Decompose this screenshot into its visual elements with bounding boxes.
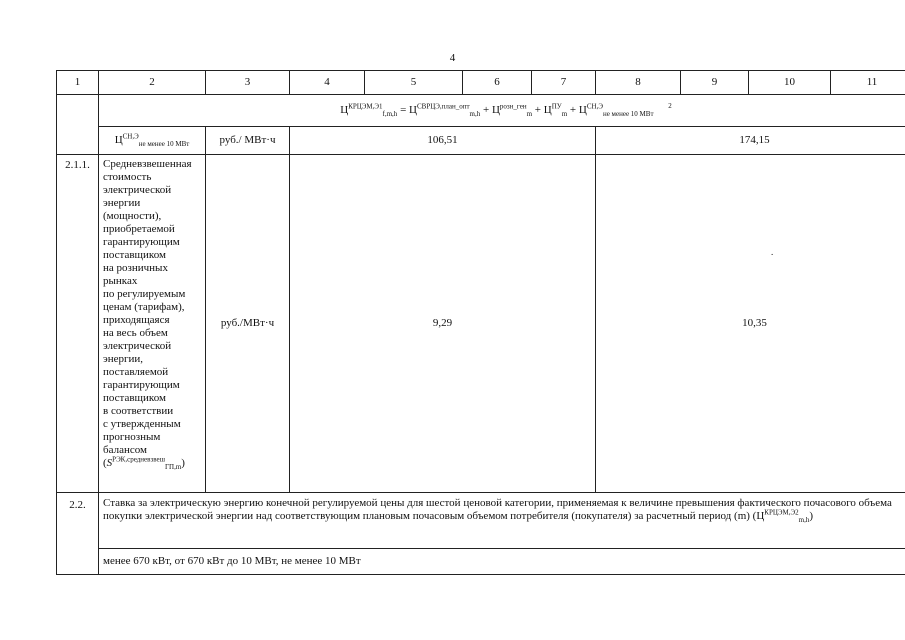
formula-lhs-symbol: Ц [340, 104, 349, 116]
row-2-2-number: 2.2. [57, 493, 99, 575]
formula-term3-symbol: Ц [543, 104, 552, 116]
row-2-2 [57, 493, 905, 549]
formula-plus: + [534, 104, 541, 116]
formula-lhs-sup: КРЦЭМ,Э1 [348, 102, 383, 111]
symbol-base: S [106, 457, 113, 469]
page-number: 4 [449, 52, 456, 64]
col-number-7: 7 [532, 71, 596, 95]
col-number-6: 6 [463, 71, 532, 95]
formula-term4-sup: СН,Э [586, 102, 603, 111]
col-number-5: 5 [365, 71, 463, 95]
col-number-10: 10 [749, 71, 831, 95]
formula-footnote-mark: 2 [668, 102, 672, 111]
formula-term4-sub: не менее 10 МВт [602, 110, 654, 119]
sn-value-second: 174,15 [596, 127, 905, 155]
symbol-sup: РЭК,средневзвеш [112, 455, 165, 464]
row-2-1-1-unit: руб./МВт·ч [206, 155, 290, 493]
row-2-2-text: Ставка за электрическую энергию конечной регулируемой цены для шестой ценовой категории, применяемая к величине превышения фактического почасового объема покупки электрической энергии над соответствующим плановым почасовым объемом потребителя (покупателя) за расчетный период (m) ( [103, 497, 892, 522]
formula-term4-symbol: Ц [578, 104, 587, 116]
col-number-1: 1 [57, 71, 99, 95]
row-2-2-subheader [57, 549, 905, 575]
col-number-8: 8 [596, 71, 681, 95]
col-number-3: 3 [206, 71, 290, 95]
row-2-1-1-number: 2.1.1. [57, 155, 99, 493]
row-2-1-1-value-first: 9,29 [290, 155, 596, 493]
row-2-2-symbol-base: Ц [756, 510, 765, 522]
sn-symbol [99, 127, 206, 155]
formula-lhs-sub: f,m,h [382, 110, 398, 119]
row-2-1-1-description-text: Средневзвешенная стоимость электрической энергии (мощности), приобретаемой гарантирующим поставщиком на розничных рынках по регулируемым ценам (тарифам), приходящаяся на весь объем электрической энергии, поставляемой гарантирующим поставщиком в соответствии с утвержденным прогнозным балансом [103, 158, 192, 456]
tariff-table [56, 70, 905, 575]
sn-component-row [57, 127, 905, 155]
formula-term2-symbol: Ц [491, 104, 500, 116]
col-number-9: 9 [681, 71, 749, 95]
formula-term2-sub: m [526, 110, 533, 119]
col-number-4: 4 [290, 71, 365, 95]
sn-symbol-sup: СН,Э [122, 132, 139, 141]
formula-plus: + [483, 104, 490, 116]
sn-value-first: 106,51 [290, 127, 596, 155]
row-2-2-subheader-text: менее 670 кВт, от 670 кВт до 10 МВт, не менее 10 МВт [99, 549, 905, 575]
symbol-sub: ГП,m [164, 463, 182, 472]
formula-row [57, 95, 905, 127]
column-number-row [57, 71, 905, 95]
stray-mark: . [771, 247, 774, 257]
col-number-2: 2 [99, 71, 206, 95]
sn-symbol-base: Ц [114, 134, 123, 146]
formula-plus: + [569, 104, 577, 116]
row-2-1-1-description [99, 155, 206, 493]
row-2-1-1-symbol [103, 455, 185, 472]
row-2-2-symbol-sup: КРЦЭМ,Э2 [764, 508, 799, 517]
formula-term3-sub: m [561, 110, 568, 119]
formula-term1-symbol: Ц [409, 104, 417, 116]
row-2-2-symbol-sub: m,h [798, 516, 810, 525]
formula-term1-sup: СВРЦЭ,план_опт [416, 102, 470, 111]
sn-unit: руб./ МВт·ч [206, 127, 290, 155]
row-2-1-1-value-second: 10,35 [596, 155, 905, 493]
row-2-1-1 [57, 155, 905, 493]
formula-row-number-cell [57, 95, 99, 155]
row-2-2-symbol [756, 508, 810, 525]
price-formula [99, 95, 905, 127]
formula-equals: = [400, 104, 407, 116]
symbol-open-paren: ( [103, 457, 107, 469]
formula-term2-sup: розн_ген [499, 102, 527, 111]
col-number-11: 11 [831, 71, 905, 95]
row-2-2-text-end: ) [809, 510, 814, 522]
formula-term3-sup: ПУ [551, 102, 562, 111]
row-2-2-description [99, 493, 905, 549]
formula-term1-sub: m,h [469, 110, 481, 119]
sn-symbol-sub: не менее 10 МВт [138, 140, 190, 149]
symbol-close-paren: ) [181, 457, 185, 469]
